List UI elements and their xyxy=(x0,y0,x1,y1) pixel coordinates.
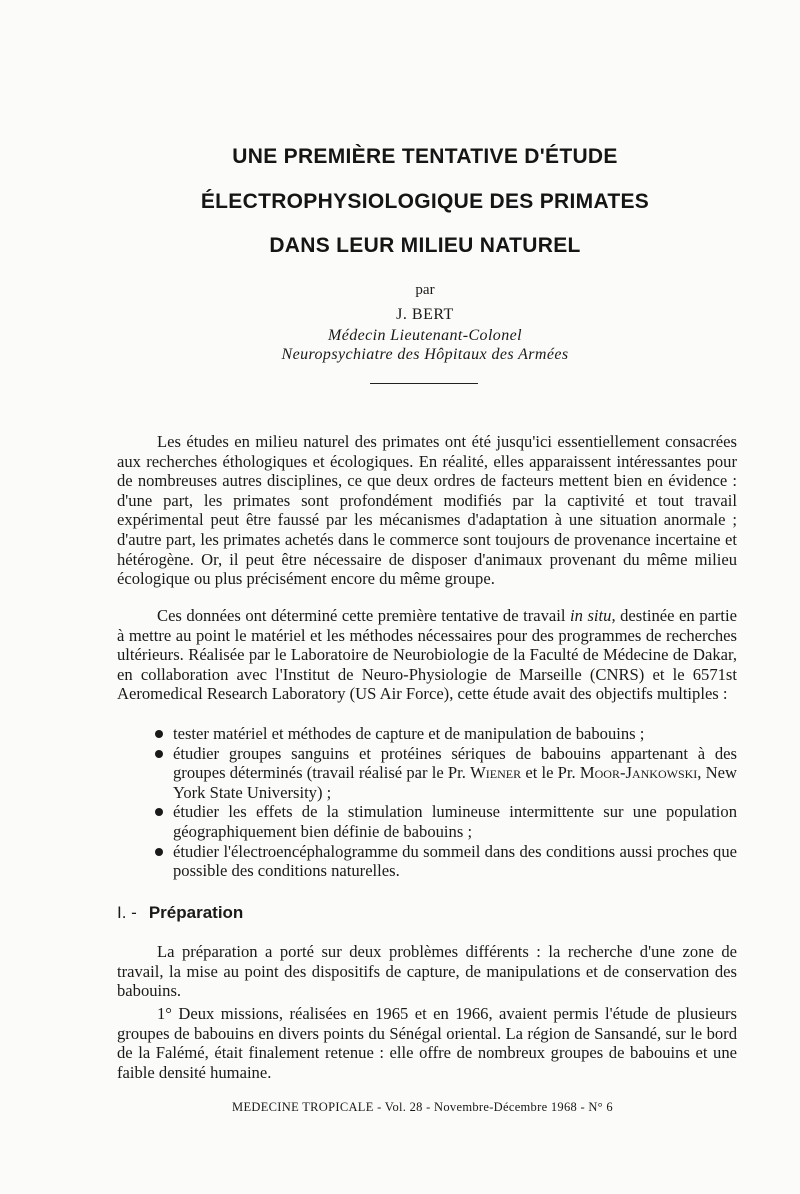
list-item: étudier groupes sanguins et protéines sériques de babouins appartenant à des groupes déterminés (travail réalisé par le Pr. Wiener et le Pr. Moor-Jankowski, New York State University) ; xyxy=(117,744,737,803)
list-item: étudier les effets de la stimulation lumineuse intermittente sur une population géographiquement bien définie de babouins ; xyxy=(117,802,737,841)
journal-citation: MEDECINE TROPICALE - Vol. 28 - Novembre-Décembre 1968 - N° 6 xyxy=(232,1100,613,1114)
section-title: Préparation xyxy=(148,903,244,922)
in-situ-italic: in situ, xyxy=(570,606,616,625)
section-number: I. - xyxy=(117,903,137,922)
bullet-icon xyxy=(155,730,163,738)
intro-paragraph-1-text: Les études en milieu naturel des primates ont été jusqu'ici essentiellement consacrées aux recherches éthologiques et écologiques. En réalité, elles apparaissent intéressantes pour de nombreuses autres disciplines, ce que deux ordres de facteurs mettent bien en évidence : d'une part, les primates sont profondément modifiés par la captivité et tout travail expérimental peut être faussé par les mécanismes d'adaptation à une situation anormale ; d'autre part, les primates achetés dans le commerce sont toujours de provenance incertaine et hétérogène. Or, il peut être nécessaire de disposer d'animaux provenant du même milieu écologique ou plus précisément encore du même groupe. xyxy=(117,432,737,589)
title-line-2: ÉLECTROPHYSIOLOGIQUE DES PRIMATES xyxy=(200,190,650,213)
section-paragraph-2 xyxy=(117,1004,737,1082)
researcher-name: Moor-Jankowski xyxy=(579,763,698,783)
section-paragraph-2-text: 1° Deux missions, réalisées en 1965 et en 1966, avaient permis l'étude de plusieurs groupes de babouins en divers points du Sénégal oriental. La région de Sansandé, sur le bord de la Falémé, était finalement retenue : elle offre de nombreux groupes de babouins et une faible densité humaine. xyxy=(117,1004,737,1082)
list-item: étudier l'électroencéphalogramme du sommeil dans des conditions aussi proches que possible des conditions naturelles. xyxy=(117,842,737,881)
intro-paragraph-2-start: Ces données ont déterminé cette première tentative de travail xyxy=(157,606,571,625)
intro-paragraph-1 xyxy=(117,432,737,589)
by-line: par xyxy=(415,282,435,298)
title-line-1: UNE PREMIÈRE TENTATIVE D'ÉTUDE xyxy=(232,145,618,168)
author-name: J. BERT xyxy=(396,306,454,323)
intro-paragraph-2 xyxy=(117,606,737,704)
intro-paragraph-2-end: destinée en partie à mettre au point le matériel et les méthodes nécessaires pour des programmes de recherches ultérieurs. Réalisée par le Laboratoire de Neurobiologie de la Faculté de Médecine de Dakar, en collaboration avec l'Institut de Neuro-Physiologie de Marseille (CNRS) et le 6571st Aeromedical Research Laboratory (US Air Force), cette étude avait des objectifs multiples : xyxy=(117,606,737,704)
title-divider xyxy=(370,383,478,384)
section-heading xyxy=(117,903,243,923)
section-paragraph-1-text: La préparation a porté sur deux problèmes différents : la recherche d'une zone de travail, la mise au point des dispositifs de capture, de manipulations et de conservation des babouins. xyxy=(117,942,737,1001)
objectives-list xyxy=(117,724,737,881)
title-line-3: DANS LEUR MILIEU NATUREL xyxy=(269,234,581,257)
researcher-name: Wiener xyxy=(470,763,522,783)
journal-footer xyxy=(0,1100,800,1115)
list-item: tester matériel et méthodes de capture et de manipulation de babouins ; xyxy=(117,724,737,744)
bullet-icon xyxy=(155,808,163,816)
author-affiliation-1: Médecin Lieutenant-Colonel xyxy=(328,327,522,344)
section-paragraph-1 xyxy=(117,942,737,1001)
author-affiliation-2: Neuropsychiatre des Hôpitaux des Armées xyxy=(281,346,569,363)
bullet-icon xyxy=(155,750,163,758)
bullet-icon xyxy=(155,848,163,856)
